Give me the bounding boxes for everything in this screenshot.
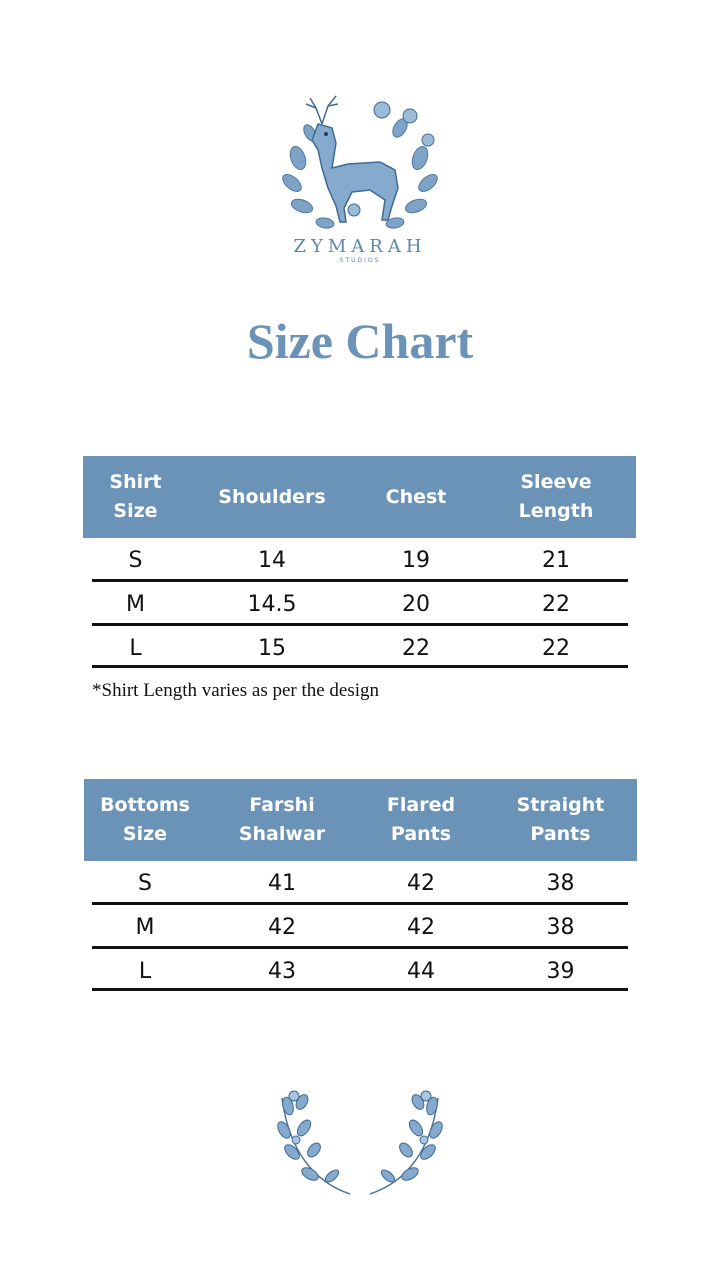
value-cell: 38 (546, 870, 575, 896)
shirt-length-note: *Shirt Length varies as per the design (92, 680, 380, 701)
size-cell: L (138, 958, 152, 984)
value-cell: 14 (258, 547, 286, 573)
table-row (83, 582, 636, 626)
header-bottoms-size: Bottoms Size (84, 779, 206, 861)
bottoms-size-table (84, 779, 637, 993)
row-divider (92, 902, 628, 905)
value-cell: 14.5 (247, 591, 297, 617)
header-chest: Chest (356, 456, 476, 538)
value-cell: 15 (258, 635, 286, 661)
value-cell: 42 (407, 870, 435, 896)
value-cell: 39 (546, 958, 575, 984)
value-cell: 42 (268, 914, 296, 940)
header-shirt-size: Shirt Size (83, 456, 188, 538)
table-header-row (84, 779, 637, 861)
header-farshi-shalwar: Farshi Shalwar (206, 779, 358, 861)
floral-laurel-icon (270, 1088, 450, 1198)
table-row (83, 538, 636, 582)
row-divider (92, 623, 628, 626)
shirt-size-table (83, 456, 636, 670)
row-divider (92, 946, 628, 949)
value-cell: 44 (407, 958, 435, 984)
row-divider (92, 988, 628, 991)
value-cell: 20 (402, 591, 430, 617)
table-row (83, 626, 636, 670)
page-title: Size Chart (246, 313, 474, 369)
deer-floral-emblem-icon (270, 88, 450, 238)
value-cell: 22 (542, 591, 570, 617)
value-cell: 22 (402, 635, 430, 661)
value-cell: 42 (407, 914, 435, 940)
value-cell: 21 (542, 547, 570, 573)
value-cell: 38 (546, 914, 575, 940)
header-shoulders: Shoulders (188, 456, 356, 538)
brand-name: ZYMARAH (293, 236, 427, 257)
table-row (84, 949, 637, 993)
size-cell: M (126, 591, 145, 617)
row-divider (92, 665, 628, 668)
value-cell: 43 (268, 958, 296, 984)
header-flared-pants: Flared Pants (358, 779, 484, 861)
value-cell: 41 (268, 870, 296, 896)
table-row (84, 861, 637, 905)
header-sleeve-length: Sleeve Length (476, 456, 636, 538)
brand-subtitle: STUDIOS (339, 257, 381, 264)
value-cell: 22 (542, 635, 570, 661)
value-cell: 19 (402, 547, 430, 573)
footer-decoration (270, 1088, 450, 1198)
size-cell: L (129, 635, 142, 661)
table-header-row (83, 456, 636, 538)
header-straight-pants: Straight Pants (484, 779, 637, 861)
size-cell: S (138, 870, 152, 896)
size-cell: S (128, 547, 143, 573)
size-cell: M (135, 914, 155, 940)
table-row (84, 905, 637, 949)
row-divider (92, 579, 628, 582)
